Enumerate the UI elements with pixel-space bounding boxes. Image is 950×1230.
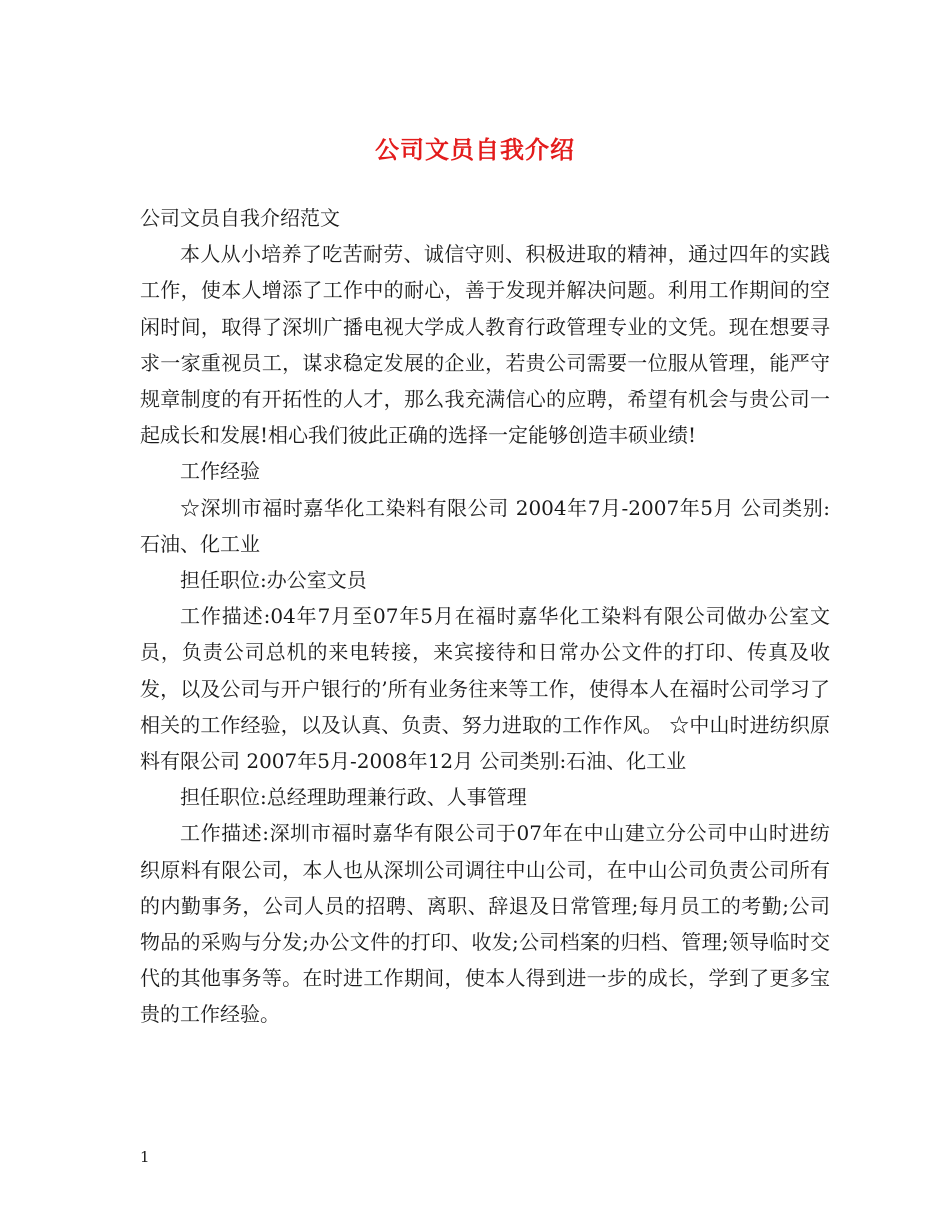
document-body	[140, 200, 830, 1033]
section-heading-work-experience: 工作经验	[180, 459, 260, 484]
document-subtitle: 公司文员自我介绍范文	[140, 206, 340, 230]
paragraph-intro: 本人从小培养了吃苦耐劳、诚信守则、积极进取的精神，通过四年的实践工作，使本人增添了工作中的耐心，善于发现并解决问题。利用工作期间的空闲时间，取得了深圳广播电视大学成人教育行政管理专业的文凭。现在想要寻求一家重视员工，谋求稳定发展的企业，若贵公司需要一位服从管理，能严守规章制度的有开拓性的人才，那么我充满信心的应聘，希望有机会与贵公司一起成长和发展!相心我们彼此正确的选择一定能够创造丰硕业绩!	[140, 242, 830, 448]
paragraph-job-1: ☆深圳市福时嘉华化工染料有限公司 2004年7月-2007年5月 公司类别:石油、化工业	[140, 495, 830, 556]
paragraph-job-2-position: 担任职位:总经理助理兼行政、人事管理	[180, 785, 527, 810]
page-number: 1	[140, 1148, 150, 1166]
paragraph-job-1-description: 工作描述:04年7月至07年5月在福时嘉华化工染料有限公司做办公室文员，负责公司总机的来电转接，来宾接待和日常办公文件的打印、传真及收发，以及公司与开户银行的’所有业务往来等工作，使得本人在福时公司学习了相关的工作经验，以及认真、负责、努力进取的工作作风。 ☆中山时进纺织原料有限公司 2007年5月-2008年12月 公司类别:石油、化工业	[140, 604, 830, 774]
paragraph-job-2-description: 工作描述:深圳市福时嘉华有限公司于07年在中山建立分公司中山时进纺织原料有限公司，本人也从深圳公司调往中山公司，在中山公司负责公司所有的内勤事务，公司人员的招聘、离职、辞退及日常管理;每月员工的考勤;公司物品的采购与分发;办公文件的打印、收发;公司档案的归档、管理;领导临时交代的其他事务等。在时进工作期间，使本人得到进一步的成长，学到了更多宝贵的工作经验。	[140, 821, 830, 1027]
paragraph-job-1-position: 担任职位:办公室文员	[180, 568, 367, 593]
document-title: 公司文员自我介绍	[375, 135, 575, 164]
